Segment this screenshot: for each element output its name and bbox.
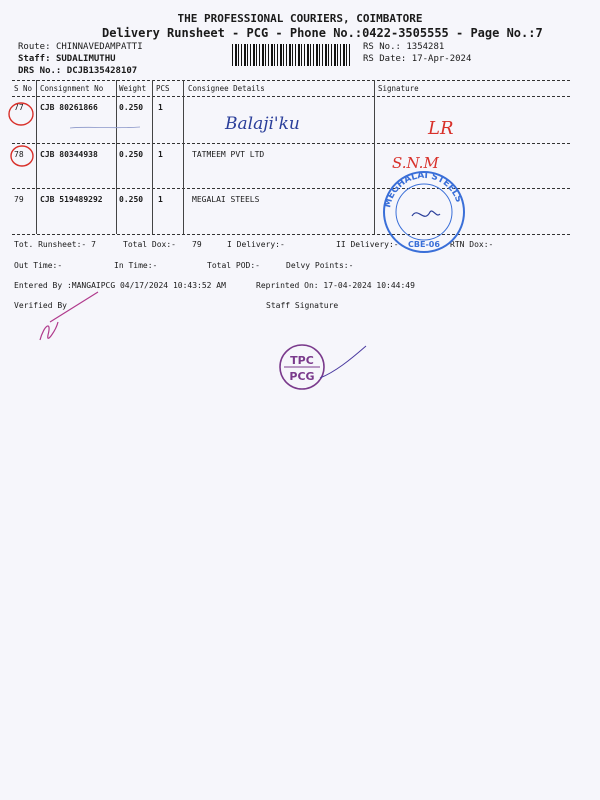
stamp-tpc-text: TPC	[290, 354, 314, 367]
row-consignment: CJB 80261866	[40, 103, 98, 112]
table-top-rule	[12, 80, 570, 81]
tpc-pcg-stamp	[280, 345, 366, 389]
out-time: Out Time:-	[14, 261, 63, 270]
reprinted-on: Reprinted On: 17-04-2024 10:44:49	[256, 281, 415, 290]
route-label: Route:	[18, 42, 51, 52]
faint-ink-stroke	[70, 127, 140, 128]
rs-no-value: 1354281	[406, 42, 445, 52]
entered-by: Entered By :MANGAIPCG 04/17/2024 10:43:52 AM	[14, 281, 226, 290]
table-header-rule	[12, 96, 570, 97]
rs-no-line	[363, 42, 444, 52]
verifier-signature	[40, 292, 98, 340]
row-consignee: TATMEEM PVT LTD	[192, 150, 265, 159]
rs-date-line	[363, 54, 471, 64]
total-pod: Total POD:-	[207, 261, 260, 270]
i-delivery: I Delivery:-	[227, 240, 285, 249]
staff-label: Staff:	[18, 54, 51, 64]
col-line	[36, 80, 37, 234]
row-handwritten-consignee: Balaji'ku	[225, 114, 300, 134]
col-header-sno: S No	[14, 84, 33, 93]
rs-date-value: 17-Apr-2024	[411, 54, 472, 64]
rtn-dox: RTN Dox:-	[450, 240, 494, 249]
drs-label: DRS No.:	[18, 66, 62, 76]
row-divider-1	[12, 143, 570, 144]
total-dox-label: Total Dox:-	[123, 240, 176, 249]
staff-signature-label: Staff Signature	[266, 301, 339, 310]
rs-date-label: RS Date:	[363, 54, 407, 64]
barcode	[232, 44, 352, 66]
col-line	[152, 80, 153, 234]
staff-value: SUDALIMUTHU	[55, 54, 116, 64]
tot-runsheet: Tot. Runsheet:- 7	[14, 240, 96, 249]
rs-no-label: RS No.:	[363, 42, 401, 52]
runsheet-subtitle: Delivery Runsheet - PCG - Phone No.:0422-3505555 - Page No.:7	[102, 26, 543, 40]
row-divider-3	[12, 234, 570, 235]
in-time: In Time:-	[114, 261, 158, 270]
verified-by: Verified By	[14, 301, 67, 310]
total-dox-value: 79	[192, 240, 202, 249]
drs-line	[18, 66, 137, 76]
delvy-points: Delvy Points:-	[286, 261, 354, 270]
company-name: THE PROFESSIONAL COURIERS, COIMBATORE	[177, 12, 423, 25]
route-line	[18, 42, 143, 52]
col-line	[116, 80, 117, 234]
staff-line	[18, 54, 116, 64]
col-header-pcs: PCS	[156, 84, 170, 93]
col-header-consignee: Consignee Details	[188, 84, 265, 93]
stamp-pcg-text: PCG	[289, 370, 315, 383]
row-consignment: CJB 519489292	[40, 195, 103, 204]
row-consignee: MEGALAI STEELS	[192, 195, 260, 204]
row-sno: 78	[14, 150, 24, 159]
stamp-bottom-text: CBE-06	[408, 240, 440, 249]
row-pcs: 1	[158, 103, 163, 112]
col-header-consignment: Consignment No	[40, 84, 104, 93]
route-value: CHINNAVEDAMPATTI	[55, 42, 143, 52]
row-consignment: CJB 80344938	[40, 150, 98, 159]
row-handwritten-signature: LR	[428, 118, 454, 139]
col-line	[374, 80, 375, 234]
row-divider-2	[12, 188, 570, 189]
row-pcs: 1	[158, 195, 163, 204]
ii-delivery: II Delivery:-	[336, 240, 399, 249]
row-sno: 77	[14, 103, 24, 112]
col-header-signature: Signature	[378, 84, 419, 93]
row-pcs: 1	[158, 150, 163, 159]
row-weight: 0.250	[119, 195, 144, 204]
row-weight: 0.250	[119, 103, 144, 112]
col-line	[183, 80, 184, 234]
row-handwritten-signature: S.N.M	[392, 154, 439, 172]
row-sno: 79	[14, 195, 24, 204]
drs-value: DCJB135428107	[66, 66, 138, 76]
col-header-weight: Weight	[119, 84, 147, 93]
row-weight: 0.250	[119, 150, 144, 159]
stamp-top-text: MEGHALAI STEELS	[383, 170, 464, 209]
